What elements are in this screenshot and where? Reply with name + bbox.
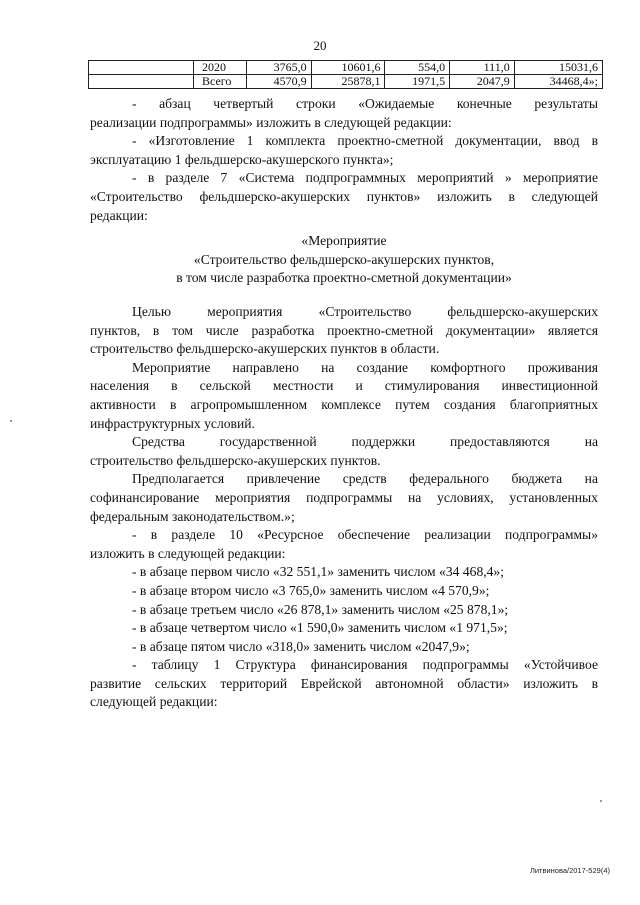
- table-cell: Всего: [194, 75, 247, 89]
- footer-reference: Литвинова/2017-529(4): [529, 866, 610, 875]
- text-line: следующей редакции:: [90, 694, 218, 710]
- body-text: [90, 303, 598, 712]
- scan-speck: [600, 800, 602, 802]
- text-line: пунктов, в том числе разработка проектно-сметной документации» является: [90, 322, 598, 338]
- text-line: - в абзаце пятом число «318,0» заменить числом «2047,9»;: [132, 638, 470, 654]
- text-line: - в абзаце третьем число «26 878,1» заменить числом «25 878,1»;: [132, 601, 509, 617]
- heading-line: «Строительство фельдшерско-акушерских пунктов,: [193, 251, 495, 267]
- table-cell: 1971,5: [385, 75, 450, 89]
- table-cell: 3765,0: [247, 61, 312, 75]
- text-line: населения в сельской местности и стимулирования инвестиционной: [90, 378, 598, 394]
- text-line: - в абзаце первом число «32 551,1» заменить числом «34 468,4»;: [132, 564, 505, 580]
- section-heading: [90, 232, 598, 288]
- scan-speck: [10, 420, 12, 422]
- text-line: инфраструктурных условий.: [90, 415, 255, 431]
- text-line: федеральным законодательством.»;: [90, 508, 295, 524]
- text-line: Мероприятие направлено на создание комфортного проживания: [132, 359, 598, 375]
- text-line: - абзац четвертый строки «Ожидаемые конечные результаты: [132, 96, 598, 111]
- text-line: реализации подпрограммы» изложить в следующей редакции:: [90, 114, 452, 130]
- heading-line: в том числе разработка проектно-сметной документации»: [176, 270, 512, 286]
- text-line: - «Изготовление 1 комплекта проектно-сметной документации, ввод в: [132, 133, 598, 149]
- text-line: Целью мероприятия «Строительство фельдшерско-акушерских: [132, 304, 598, 319]
- table-cell: 4570,9: [247, 75, 312, 89]
- text-line: строительство фельдшерско-акушерских пунктов.: [90, 452, 381, 468]
- table-cell: 10601,6: [311, 61, 385, 75]
- heading-line: «Мероприятие: [301, 233, 387, 248]
- amendment-block-1: [90, 95, 598, 225]
- table-cell: 25878,1: [311, 75, 385, 89]
- text-line: активности в агропромышленном комплексе путем создания благоприятных: [90, 396, 598, 412]
- table-cell: 111,0: [450, 61, 515, 75]
- text-line: редакции:: [90, 207, 148, 223]
- text-line: - таблицу 1 Структура финансирования подпрограммы «Устойчивое: [132, 657, 598, 673]
- text-line: Предполагается привлечение средств федерального бюджета на: [132, 471, 598, 487]
- text-line: - в разделе 7 «Система подпрограммных мероприятий » мероприятие: [132, 170, 598, 186]
- table-cell: 34468,4»;: [514, 75, 602, 89]
- table-row: [89, 75, 603, 89]
- page-number: 20: [313, 38, 327, 53]
- text-line: - в абзаце четвертом число «1 590,0» заменить числом «1 971,5»;: [132, 620, 508, 636]
- text-line: - в абзаце втором число «3 765,0» заменить числом «4 570,9»;: [132, 582, 490, 598]
- table-cell: 554,0: [385, 61, 450, 75]
- text-line: развитие сельских территорий Еврейской автономной области» изложить в: [90, 675, 598, 691]
- table-cell: 2047,9: [450, 75, 515, 89]
- text-line: эксплуатацию 1 фельдшерско-акушерского пункта»;: [90, 151, 394, 167]
- table-row: [89, 61, 603, 75]
- financing-table-fragment: [88, 60, 603, 89]
- text-line: Средства государственной поддержки предоставляются на: [132, 434, 598, 450]
- table-cell: 2020: [194, 61, 247, 75]
- text-line: «Строительство фельдшерско-акушерских пунктов» изложить в следующей: [90, 188, 598, 204]
- text-line: - в разделе 10 «Ресурсное обеспечение реализации подпрограммы»: [132, 527, 598, 543]
- text-line: изложить в следующей редакции:: [90, 545, 286, 561]
- text-line: строительство фельдшерско-акушерских пунктов в области.: [90, 341, 440, 357]
- table-cell: 15031,6: [514, 61, 602, 75]
- text-line: софинансирование мероприятия подпрограммы на условиях, установленных: [90, 489, 598, 505]
